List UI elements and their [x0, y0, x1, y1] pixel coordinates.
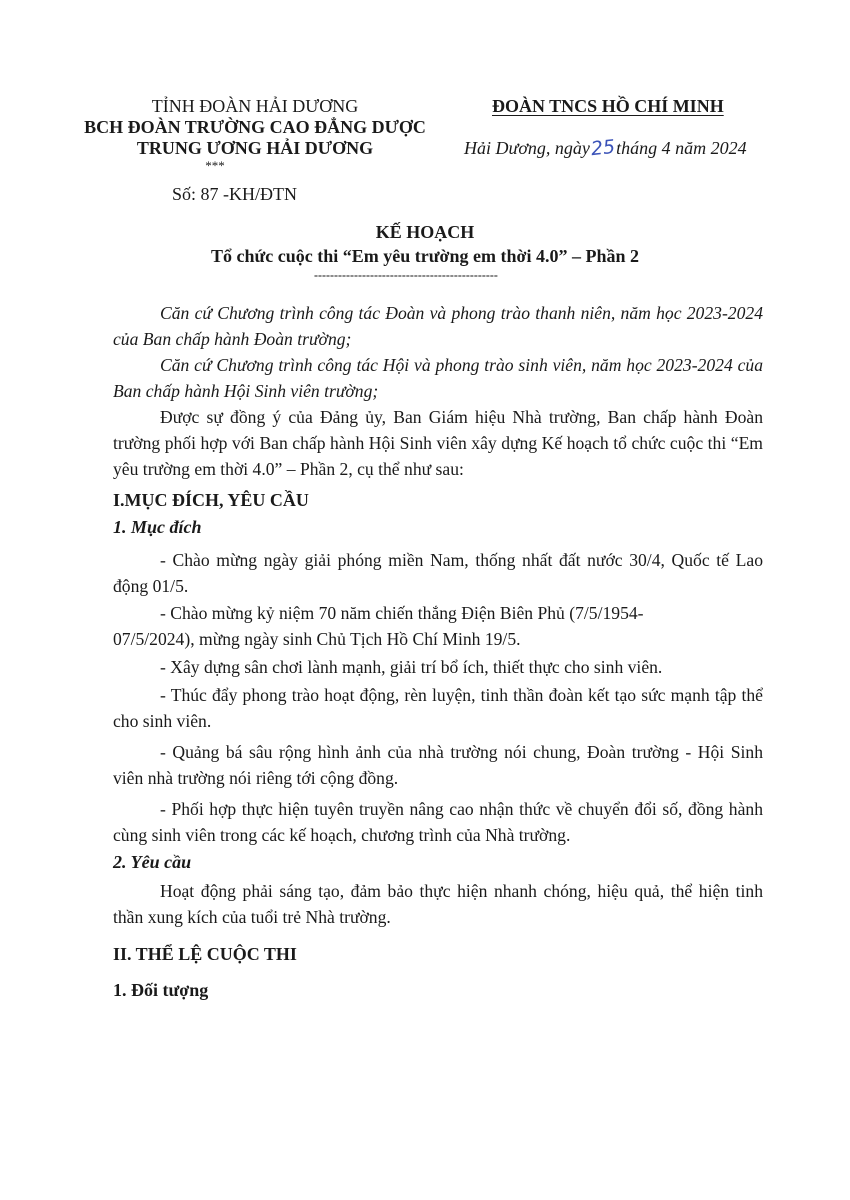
- title-divider: ----------------------------------------------: [314, 268, 498, 282]
- document-subtitle: Tổ chức cuộc thi “Em yêu trường em thời 4.0” – Phần 2: [210, 246, 640, 266]
- section-2-heading: II. THỂ LỆ CUỘC THI: [113, 944, 297, 964]
- purpose-heading: 1. Mục đích: [113, 517, 202, 537]
- header-left: [75, 96, 435, 173]
- document-title: KẾ HOẠCH: [375, 222, 475, 242]
- purpose-item: - Quảng bá sâu rộng hình ảnh của nhà trường nói chung, Đoàn trường - Hội Sinh viên nhà trường nói riêng tới cộng đồng.: [113, 742, 763, 788]
- handwritten-day: 25: [589, 135, 617, 161]
- stars-divider: ***: [205, 158, 225, 173]
- section-1-heading: I.MỤC ĐÍCH, YÊU CẦU: [113, 490, 309, 510]
- date-line: [464, 135, 747, 161]
- purpose-item: - Thúc đẩy phong trào hoạt động, rèn luyện, tinh thần đoàn kết tạo sức mạnh tập thể cho sinh viên.: [113, 685, 763, 731]
- basis-paragraph-2: Căn cứ Chương trình công tác Hội và phong trào sinh viên, năm học 2023-2024 của Ban chấp hành Hội Sinh viên trường;: [113, 355, 763, 401]
- purpose-item: - Phối hợp thực hiện tuyên truyền nâng cao nhận thức về chuyển đổi số, đồng hành cùng sinh viên trong các kế hoạch, chương trình của Nhà trường.: [113, 799, 763, 845]
- purpose-item: - Chào mừng ngày giải phóng miền Nam, thống nhất đất nước 30/4, Quốc tế Lao động 01/5.: [113, 550, 763, 596]
- subject-heading: 1. Đối tượng: [113, 980, 209, 1000]
- date-prefix: Hải Dương, ngày: [464, 138, 590, 158]
- province-org: TỈNH ĐOÀN HẢI DƯƠNG: [151, 96, 359, 116]
- purpose-item: - Xây dựng sân chơi lành mạnh, giải trí bổ ích, thiết thực cho sinh viên.: [160, 657, 663, 677]
- organization-name: ĐOÀN TNCS HỒ CHÍ MINH: [492, 96, 724, 116]
- school-location: TRUNG ƯƠNG HẢI DƯƠNG: [136, 138, 374, 158]
- intro-paragraph: Được sự đồng ý của Đảng ủy, Ban Giám hiệu Nhà trường, Ban chấp hành Đoàn trường phối hợp với Ban chấp hành Hội Sinh viên xây dựng Kế hoạch tổ chức cuộc thi “Em yêu trường em thời 4.0” – Phần 2, cụ thể như sau:: [113, 407, 763, 479]
- school-union: BCH ĐOÀN TRƯỜNG CAO ĐẲNG DƯỢC: [84, 117, 426, 137]
- purpose-item: - Chào mừng kỷ niệm 70 năm chiến thắng Điện Biên Phủ (7/5/1954-: [160, 603, 644, 623]
- document-number: Số: 87 -KH/ĐTN: [172, 184, 297, 204]
- purpose-item-continued: 07/5/2024), mừng ngày sinh Chủ Tịch Hồ Chí Minh 19/5.: [113, 629, 521, 649]
- date-suffix: tháng 4 năm 2024: [616, 138, 747, 158]
- requirement-text: Hoạt động phải sáng tạo, đảm bảo thực hiện nhanh chóng, hiệu quả, thể hiện tinh thần xung kích của tuổi trẻ Nhà trường.: [113, 881, 763, 927]
- requirement-heading: 2. Yêu cầu: [113, 852, 192, 872]
- basis-paragraph-1: Căn cứ Chương trình công tác Đoàn và phong trào thanh niên, năm học 2023-2024 của Ban chấp hành Đoàn trường;: [113, 303, 763, 349]
